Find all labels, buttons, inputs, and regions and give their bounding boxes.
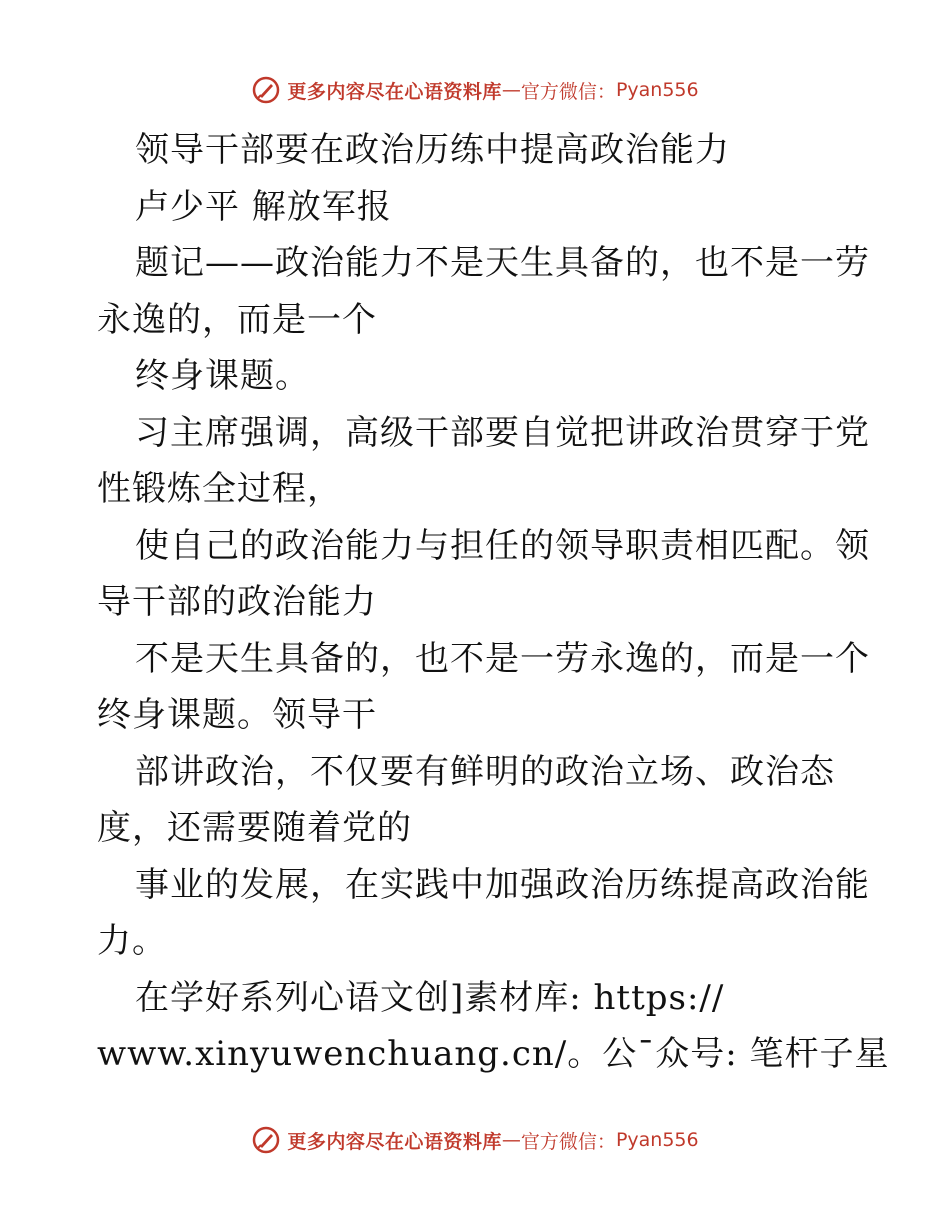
- text-line: 题记——政治能力不是天生具备的，也不是一劳: [135, 243, 870, 283]
- watermark-account-label: 官方微信：: [520, 1130, 616, 1153]
- quill-logo-icon: [251, 1125, 281, 1155]
- text-line: www.xinyuwenchuang.cn/。公¯众号: 笔杆子星: [97, 1034, 890, 1074]
- text-line: 领导干部要在政治历练中提高政治能力: [135, 130, 730, 170]
- text-line: 卢少平 解放军报: [135, 186, 392, 227]
- watermark-account-label: 官方微信：: [520, 80, 616, 103]
- text-line: 习主席强调，高级干部要自觉把讲政治贯穿于党: [135, 412, 870, 453]
- text-line: 事业的发展，在实践中加强政治历练提高政治能: [135, 864, 870, 905]
- text-line: 永逸的，而是一个: [97, 299, 377, 340]
- watermark-footer: [0, 1120, 950, 1160]
- quill-logo-icon: [251, 75, 281, 105]
- text-line: 性锻炼全过程，: [97, 469, 342, 509]
- document-body: [97, 122, 890, 1083]
- text-line: 导干部的政治能力: [97, 582, 377, 622]
- watermark-header: [0, 70, 950, 110]
- text-line: 终身课题。: [135, 356, 310, 396]
- watermark-dash: —: [501, 79, 521, 101]
- text-line: 力。: [97, 921, 167, 961]
- text-line: 度，还需要随着党的: [97, 808, 412, 848]
- text-line: 使自己的政治能力与担任的领导职责相匹配。领: [135, 525, 870, 566]
- watermark-account-id: Pyan556: [615, 79, 699, 101]
- watermark-account-id: Pyan556: [615, 1129, 699, 1151]
- text-line: 终身课题。领导干: [97, 695, 377, 735]
- watermark-site-text: 更多内容尽在心语资料库: [287, 1130, 502, 1153]
- text-line: 在学好系列心语文创]素材库: https://: [135, 977, 725, 1018]
- text-line: 不是天生具备的，也不是一劳永逸的，而是一个: [135, 638, 870, 679]
- watermark-dash: —: [501, 1129, 521, 1151]
- text-line: 部讲政治，不仅要有鲜明的政治立场、政治态: [135, 751, 835, 792]
- watermark-site-text: 更多内容尽在心语资料库: [287, 80, 502, 103]
